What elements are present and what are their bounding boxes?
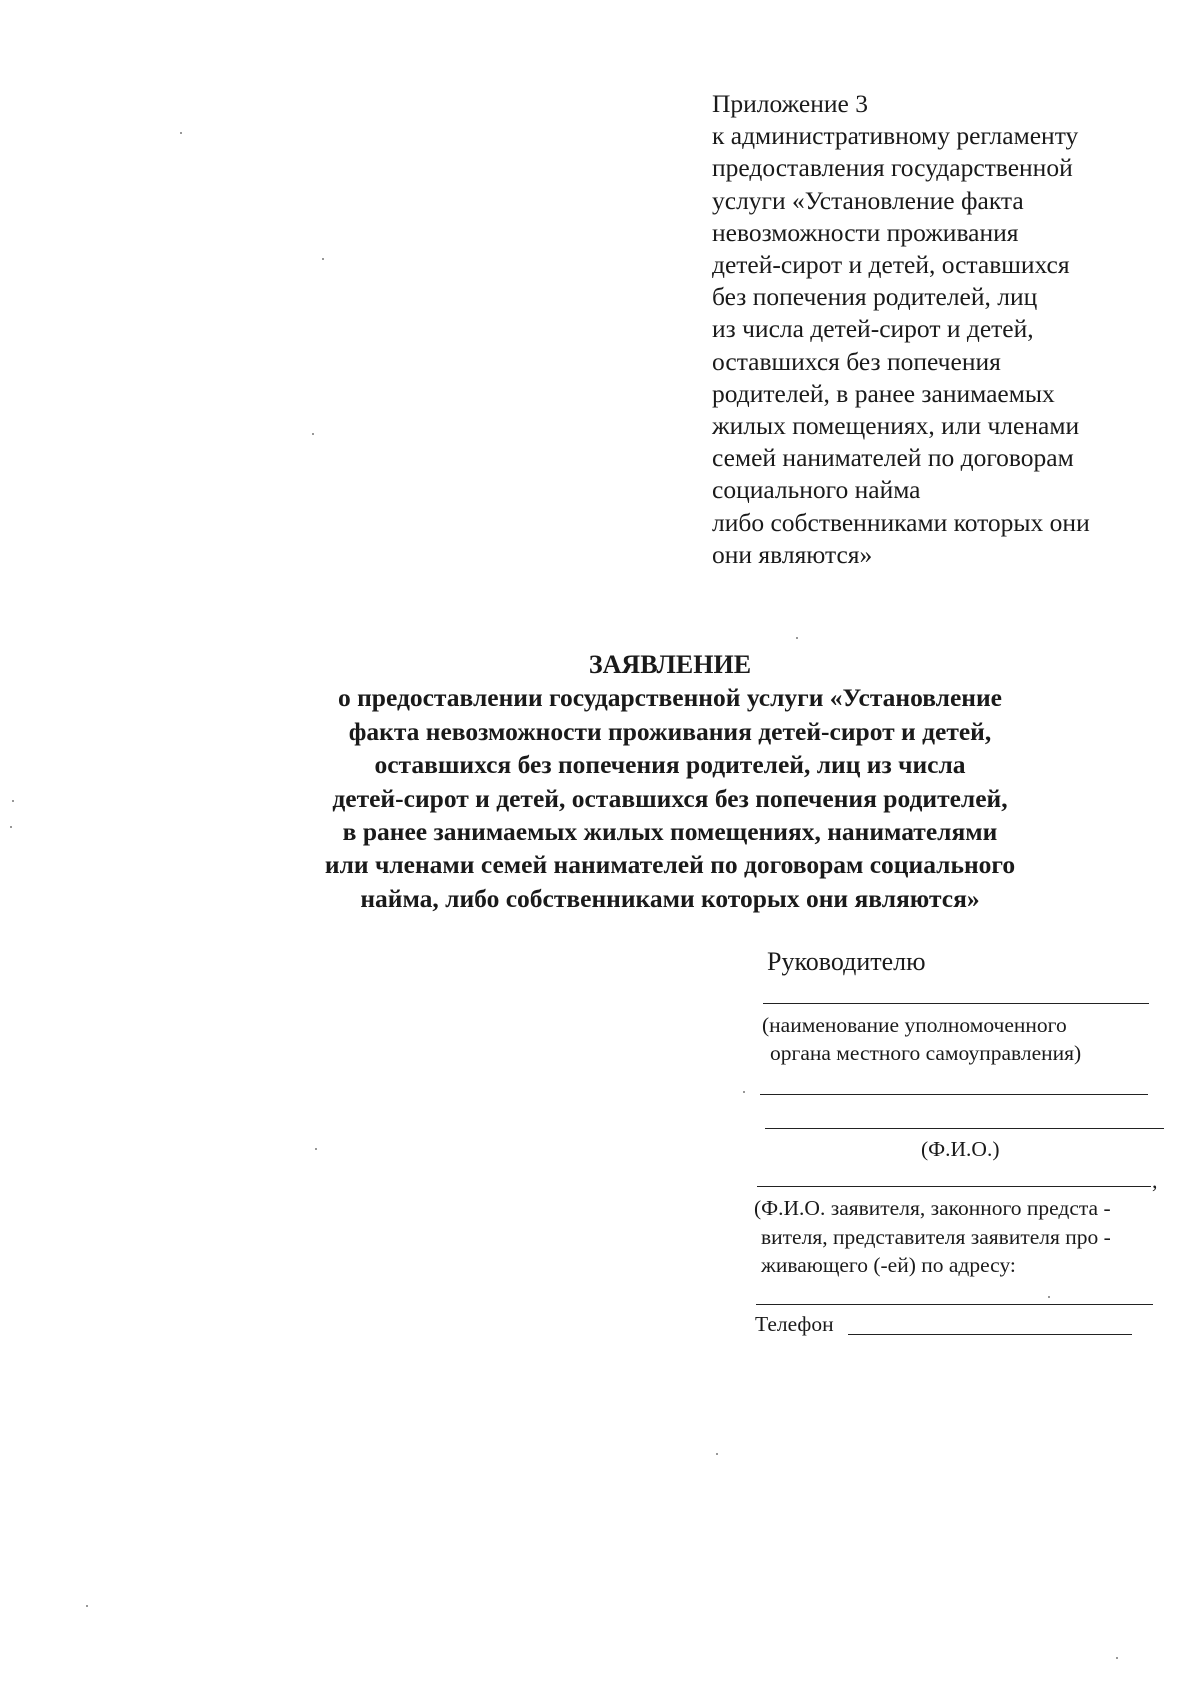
scan-speck — [1048, 1296, 1050, 1298]
applicant-fio-line — [757, 1186, 1151, 1187]
application-heading — [240, 648, 1100, 915]
annex-line: оставшихся без попечения — [712, 346, 1001, 376]
scan-speck — [716, 1453, 718, 1455]
heading-line: оставшихся без попечения родителей, лиц из числа — [374, 750, 966, 780]
annex-line: Приложение 3 — [712, 89, 868, 118]
scan-speck — [12, 800, 14, 802]
addressee-label: Руководителю — [767, 947, 926, 976]
authority-note-1: (наименование уполномоченного — [762, 1013, 1067, 1037]
annex-line: невозможности проживания — [712, 217, 1019, 247]
phone-label: Телефон — [755, 1312, 834, 1336]
scan-speck — [86, 1605, 88, 1607]
applicant-note-1: (Ф.И.О. заявителя, законного предста - — [754, 1196, 1111, 1220]
scan-speck — [10, 826, 12, 828]
head-fio-line — [765, 1128, 1164, 1129]
annex-line: родителей, в ранее занимаемых — [712, 378, 1055, 408]
annex-line: предоставления государственной — [712, 153, 1073, 183]
annex-line: они являются» — [712, 539, 873, 569]
annex-line: семей нанимателей по договорам — [712, 443, 1074, 473]
authority-note-2: органа местного самоуправления) — [770, 1041, 1082, 1065]
scan-speck — [312, 433, 314, 435]
document-title: ЗАЯВЛЕНИЕ — [588, 650, 752, 679]
address-line — [756, 1304, 1153, 1305]
applicant-comma: , — [1152, 1168, 1158, 1193]
scan-speck — [1116, 1657, 1118, 1659]
authority-name-line-2 — [760, 1094, 1148, 1095]
heading-line: детей-сирот и детей, оставшихся без попечения родителей, — [332, 783, 1008, 813]
applicant-note-2: вителя, представителя заявителя про - — [761, 1225, 1111, 1249]
annex-line: либо собственниками которых они — [712, 507, 1090, 537]
heading-line: факта невозможности проживания детей-сирот и детей, — [348, 716, 992, 746]
heading-line: или членами семей нанимателей по договорам социального — [324, 850, 1016, 880]
heading-line: найма, либо собственниками которых они являются» — [360, 883, 980, 913]
annex-line: из числа детей-сирот и детей, — [712, 314, 1034, 344]
annex-line: услуги «Установление факта — [712, 185, 1024, 215]
annex-line: без попечения родителей, лиц — [712, 282, 1038, 312]
scan-speck — [796, 637, 798, 639]
annex-block — [712, 88, 1182, 571]
annex-line: жилых помещениях, или членами — [712, 411, 1080, 441]
phone-line — [848, 1334, 1132, 1335]
heading-line: о предоставлении государственной услуги «Установление — [337, 683, 1002, 713]
scan-speck — [180, 132, 182, 134]
annex-line: к административному регламенту — [712, 121, 1079, 151]
scan-speck — [743, 1091, 745, 1093]
heading-line: в ранее занимаемых жилых помещениях, нанимателями — [342, 817, 998, 847]
scan-speck — [315, 1148, 317, 1150]
scan-speck — [322, 258, 324, 260]
annex-line: социального найма — [712, 475, 921, 505]
applicant-note-3: живающего (-ей) по адресу: — [761, 1253, 1016, 1277]
annex-line: детей-сирот и детей, оставшихся — [712, 250, 1070, 280]
fio-note: (Ф.И.О.) — [921, 1137, 1000, 1161]
authority-name-line — [763, 1003, 1149, 1004]
